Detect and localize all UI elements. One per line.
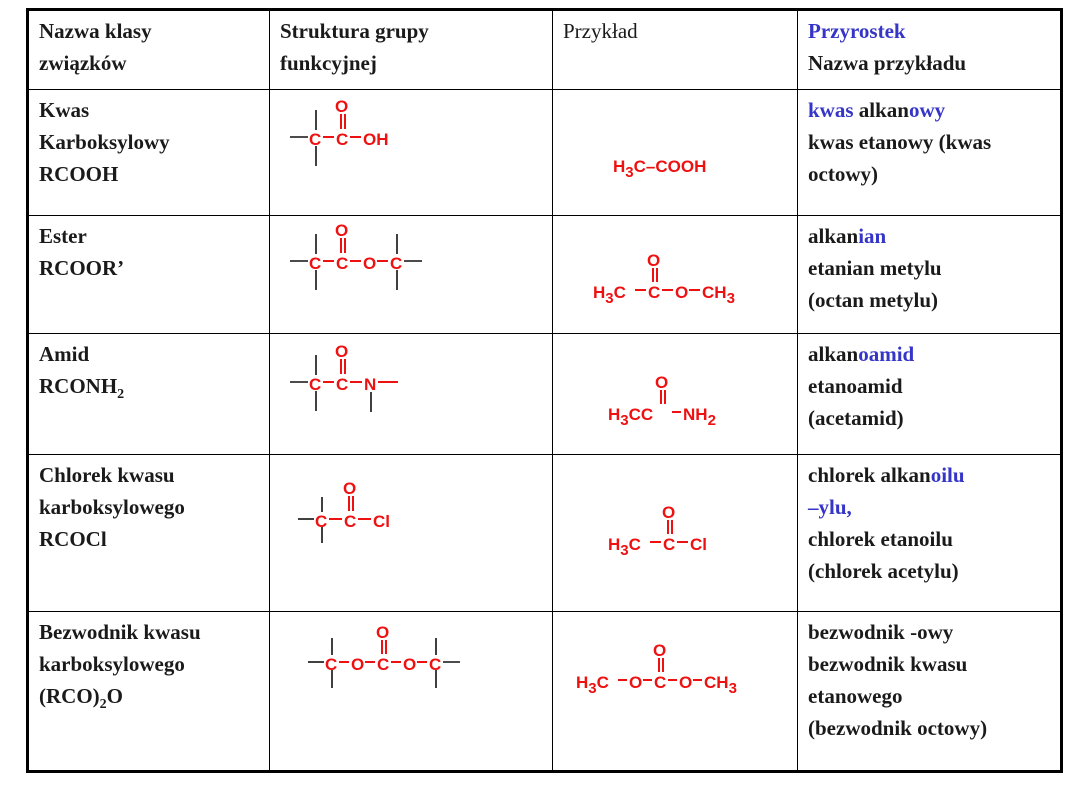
svg-text:C: C bbox=[377, 655, 390, 674]
svg-text:OH: OH bbox=[363, 130, 389, 149]
carboxyl-group-diagram bbox=[270, 90, 553, 216]
svg-text:O: O bbox=[335, 221, 349, 240]
svg-text:O: O bbox=[653, 641, 667, 660]
group-structure-cell bbox=[270, 612, 553, 772]
svg-text:C: C bbox=[336, 375, 349, 394]
header-row bbox=[28, 10, 1062, 90]
svg-text:C: C bbox=[325, 655, 338, 674]
svg-text:H3CC: H3CC bbox=[608, 405, 654, 429]
svg-text:C: C bbox=[648, 283, 661, 302]
table-row bbox=[28, 612, 1062, 772]
acetic-anhydride-diagram bbox=[553, 612, 798, 772]
suffix-cell: alkanian etanian metylu (octan metylu) bbox=[798, 216, 1062, 334]
svg-text:CH3: CH3 bbox=[702, 283, 735, 307]
class-name-cell: Kwas Karboksylowy RCOOH bbox=[28, 90, 270, 216]
amide-group-diagram bbox=[270, 334, 553, 455]
acetamide-diagram bbox=[553, 334, 798, 455]
svg-text:C: C bbox=[336, 254, 349, 273]
acetic-acid-diagram bbox=[553, 90, 798, 216]
example-cell bbox=[553, 455, 798, 612]
acetyl-chloride-diagram bbox=[553, 455, 798, 612]
header-group-structure: Struktura grupy funkcyjnej bbox=[270, 10, 553, 90]
svg-text:O: O bbox=[662, 503, 676, 522]
suffix-cell: kwas alkanowy kwas etanowy (kwas octowy) bbox=[798, 90, 1062, 216]
suffix-cell: chlorek alkanoilu –ylu, chlorek etanoilu (chlorek acetylu) bbox=[798, 455, 1062, 612]
svg-text:O: O bbox=[351, 655, 365, 674]
svg-text:H3C–COOH: H3C–COOH bbox=[613, 157, 707, 181]
svg-text:O: O bbox=[629, 673, 643, 692]
example-cell bbox=[553, 90, 798, 216]
example-cell bbox=[553, 612, 798, 772]
svg-text:O: O bbox=[655, 373, 669, 392]
acyl-chloride-group-diagram bbox=[270, 455, 553, 612]
class-name-cell: Amid $RCONH_2$ bbox=[28, 334, 270, 455]
svg-text:C: C bbox=[663, 535, 676, 554]
class-name-cell: Chlorek kwasu karboksylowego RCOCl bbox=[28, 455, 270, 612]
group-structure-cell bbox=[270, 90, 553, 216]
svg-text:O: O bbox=[679, 673, 693, 692]
chemistry-table bbox=[26, 8, 1063, 773]
svg-text:C: C bbox=[309, 254, 322, 273]
table-row bbox=[28, 90, 1062, 216]
table-row bbox=[28, 216, 1062, 334]
example-cell bbox=[553, 216, 798, 334]
example-cell bbox=[553, 334, 798, 455]
svg-text:C: C bbox=[315, 512, 328, 531]
svg-text:O: O bbox=[647, 251, 661, 270]
table-row bbox=[28, 455, 1062, 612]
svg-text:O: O bbox=[363, 254, 377, 273]
svg-text:H3C: H3C bbox=[593, 283, 626, 307]
svg-text:H3C: H3C bbox=[608, 535, 641, 559]
svg-text:O: O bbox=[335, 97, 349, 116]
header-suffix: Przyrostek Nazwa przykładu bbox=[798, 10, 1062, 90]
header-class-name: Nazwa klasy związków bbox=[28, 10, 270, 90]
ester-group-diagram bbox=[270, 216, 553, 334]
class-name-cell: Bezwodnik kwasu karboksylowego $(RCO)_2O$ bbox=[28, 612, 270, 772]
svg-text:C: C bbox=[344, 512, 357, 531]
svg-text:O: O bbox=[343, 479, 357, 498]
svg-text:O: O bbox=[376, 623, 390, 642]
class-name-cell: Ester RCOOR’ bbox=[28, 216, 270, 334]
table-row bbox=[28, 334, 1062, 455]
header-example: Przykład bbox=[553, 10, 798, 90]
svg-text:H3C: H3C bbox=[576, 673, 609, 697]
svg-text:C: C bbox=[654, 673, 667, 692]
svg-text:C: C bbox=[429, 655, 442, 674]
svg-text:NH2: NH2 bbox=[683, 405, 716, 429]
group-structure-cell bbox=[270, 334, 553, 455]
svg-text:O: O bbox=[675, 283, 689, 302]
svg-text:C: C bbox=[309, 130, 322, 149]
group-structure-cell bbox=[270, 216, 553, 334]
svg-text:Cl: Cl bbox=[373, 512, 390, 531]
svg-text:N: N bbox=[364, 375, 377, 394]
suffix-cell: bezwodnik -owy bezwodnik kwasu etanowego (bezwodnik octowy) bbox=[798, 612, 1062, 772]
svg-text:C: C bbox=[390, 254, 403, 273]
anhydride-group-diagram bbox=[270, 612, 553, 772]
group-structure-cell bbox=[270, 455, 553, 612]
svg-text:CH3: CH3 bbox=[704, 673, 737, 697]
svg-text:C: C bbox=[336, 130, 349, 149]
svg-text:Cl: Cl bbox=[690, 535, 707, 554]
svg-text:O: O bbox=[403, 655, 417, 674]
svg-text:O: O bbox=[335, 342, 349, 361]
suffix-cell: alkanoamid etanoamid (acetamid) bbox=[798, 334, 1062, 455]
methyl-acetate-diagram bbox=[553, 216, 798, 334]
svg-text:C: C bbox=[309, 375, 322, 394]
